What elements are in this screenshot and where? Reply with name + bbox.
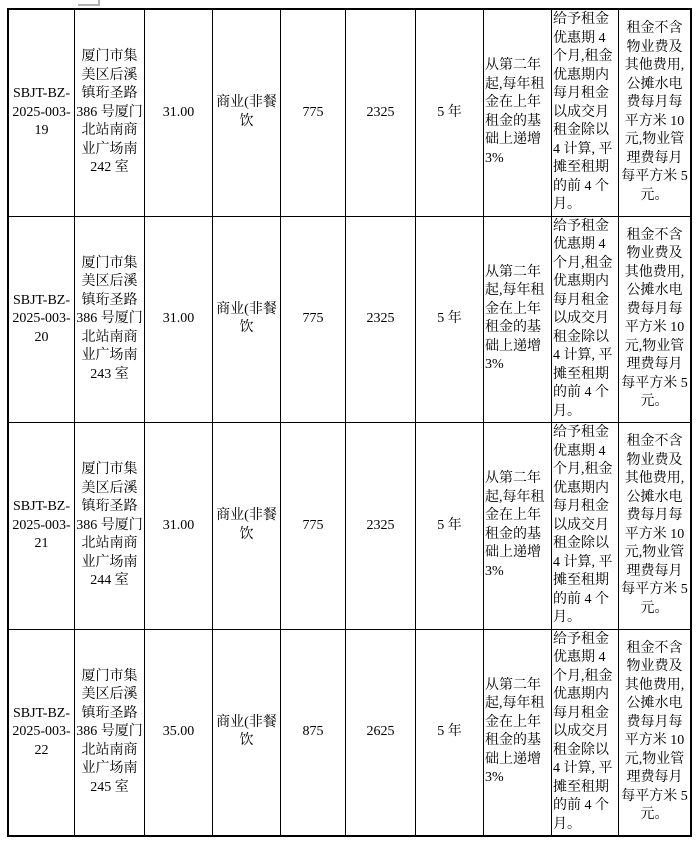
cell-rent-discount-clause — [552, 10, 619, 216]
usage-type-text: 商业(非餐饮 — [216, 95, 277, 129]
cell-fees-note — [619, 423, 690, 629]
fees-note-text: 租金不含物业费及其他费用,公摊水电费每月每平方米 10 元,物业管理费每月每平方米 5 元。 — [621, 21, 688, 203]
deposit-text: 2325 — [366, 517, 395, 533]
project-id-text: SBJT-BZ-2025-003-22 — [12, 705, 71, 758]
cell-lease-term — [416, 217, 484, 423]
rent-discount-text: 给予租金优惠期 4 个月,租金优惠期内每月租金以成交月租金除以 4 计算, 平摊至租期的前 4 个月。 — [553, 631, 613, 832]
cell-deposit — [346, 217, 416, 423]
cell-deposit — [346, 10, 416, 216]
lease-term-text: 5 年 — [437, 311, 462, 326]
cell-rent-escalation-clause — [484, 10, 552, 216]
monthly-rent-text: 875 — [302, 724, 324, 739]
cell-usage-type — [213, 10, 281, 216]
usage-type-text: 商业(非餐饮 — [216, 714, 277, 749]
cell-rent-discount-clause — [552, 217, 619, 423]
usage-type-text: 商业(非餐饮 — [216, 508, 277, 542]
cell-area — [145, 10, 213, 216]
rent-escalation-text: 从第二年起,每年租金在上年租金的基础上递增3% — [485, 58, 545, 166]
rent-escalation-text: 从第二年起,每年租金在上年租金的基础上递增3% — [485, 264, 545, 373]
cell-area — [145, 423, 213, 629]
cell-monthly-rent — [281, 10, 346, 216]
cell-project-id — [9, 10, 75, 216]
cell-monthly-rent — [281, 423, 346, 629]
cell-usage-type — [213, 630, 281, 836]
deposit-text: 2625 — [366, 724, 395, 739]
cell-rent-escalation-clause — [484, 217, 552, 423]
area-text: 31.00 — [162, 517, 195, 533]
cell-property-address — [75, 217, 145, 423]
table-row — [9, 217, 690, 424]
rent-discount-text: 给予租金优惠期 4 个月,租金优惠期内每月租金以成交月租金除以 4 计算, 平摊至租期的前 4 个月。 — [553, 425, 613, 625]
monthly-rent-text: 775 — [302, 311, 324, 326]
deposit-text: 2325 — [366, 311, 395, 326]
cell-project-id — [9, 630, 75, 836]
cell-fees-note — [619, 10, 690, 216]
cell-property-address — [75, 630, 145, 836]
cell-project-id — [9, 423, 75, 629]
cell-monthly-rent — [281, 630, 346, 836]
area-text: 31.00 — [162, 104, 195, 120]
cell-deposit — [346, 423, 416, 629]
monthly-rent-text: 775 — [302, 104, 324, 120]
cell-fees-note — [619, 630, 690, 836]
cell-property-address — [75, 10, 145, 216]
table-row — [9, 630, 690, 836]
cell-deposit — [346, 630, 416, 836]
lease-term-text: 5 年 — [437, 724, 462, 739]
cell-rent-escalation-clause — [484, 423, 552, 629]
property-address-text: 厦门市集美区后溪镇珩圣路 386 号厦门北站南商业广场南 242 室 — [76, 49, 143, 175]
cell-rent-discount-clause — [552, 630, 619, 836]
table-row — [9, 423, 690, 630]
deposit-text: 2325 — [366, 104, 395, 120]
property-address-text: 厦门市集美区后溪镇珩圣路 386 号厦门北站南商业广场南 244 室 — [76, 462, 143, 588]
cropped-gridline-artifact-horizontal — [78, 4, 100, 6]
rent-escalation-text: 从第二年起,每年租金在上年租金的基础上递增3% — [485, 471, 545, 579]
cell-property-address — [75, 423, 145, 629]
fees-note-text: 租金不含物业费及其他费用,公摊水电费每月每平方米 10 元,物业管理费每月每平方米 5 元。 — [621, 640, 688, 823]
property-address-text: 厦门市集美区后溪镇珩圣路 386 号厦门北站南商业广场南 243 室 — [76, 255, 143, 382]
rent-discount-text: 给予租金优惠期 4 个月,租金优惠期内每月租金以成交月租金除以 4 计算, 平摊至租期的前 4 个月。 — [553, 12, 613, 212]
fees-note-text: 租金不含物业费及其他费用,公摊水电费每月每平方米 10 元,物业管理费每月每平方米 5 元。 — [621, 227, 688, 410]
fees-note-text: 租金不含物业费及其他费用,公摊水电费每月每平方米 10 元,物业管理费每月每平方米 5 元。 — [621, 434, 688, 616]
property-address-text: 厦门市集美区后溪镇珩圣路 386 号厦门北站南商业广场南 245 室 — [76, 668, 143, 795]
usage-type-text: 商业(非餐饮 — [216, 301, 277, 336]
cell-fees-note — [619, 217, 690, 423]
project-id-text: SBJT-BZ-2025-003-20 — [12, 292, 71, 345]
rent-escalation-text: 从第二年起,每年租金在上年租金的基础上递增3% — [485, 677, 545, 786]
cell-monthly-rent — [281, 217, 346, 423]
cell-area — [145, 630, 213, 836]
area-text: 31.00 — [162, 311, 195, 326]
cell-usage-type — [213, 217, 281, 423]
monthly-rent-text: 775 — [302, 517, 324, 533]
cropped-gridline-artifact-vertical — [98, 0, 100, 6]
cell-project-id — [9, 217, 75, 423]
rent-discount-text: 给予租金优惠期 4 个月,租金优惠期内每月租金以成交月租金除以 4 计算, 平摊至租期的前 4 个月。 — [553, 218, 613, 419]
lease-listing-table — [7, 8, 692, 837]
project-id-text: SBJT-BZ-2025-003-21 — [12, 499, 71, 551]
lease-term-text: 5 年 — [437, 104, 462, 120]
cell-lease-term — [416, 10, 484, 216]
cell-lease-term — [416, 423, 484, 629]
area-text: 35.00 — [162, 724, 195, 739]
cell-usage-type — [213, 423, 281, 629]
cell-rent-discount-clause — [552, 423, 619, 629]
project-id-text: SBJT-BZ-2025-003-19 — [12, 86, 71, 138]
cell-rent-escalation-clause — [484, 630, 552, 836]
cell-lease-term — [416, 630, 484, 836]
cell-area — [145, 217, 213, 423]
table-row — [9, 10, 690, 217]
lease-term-text: 5 年 — [437, 517, 462, 533]
